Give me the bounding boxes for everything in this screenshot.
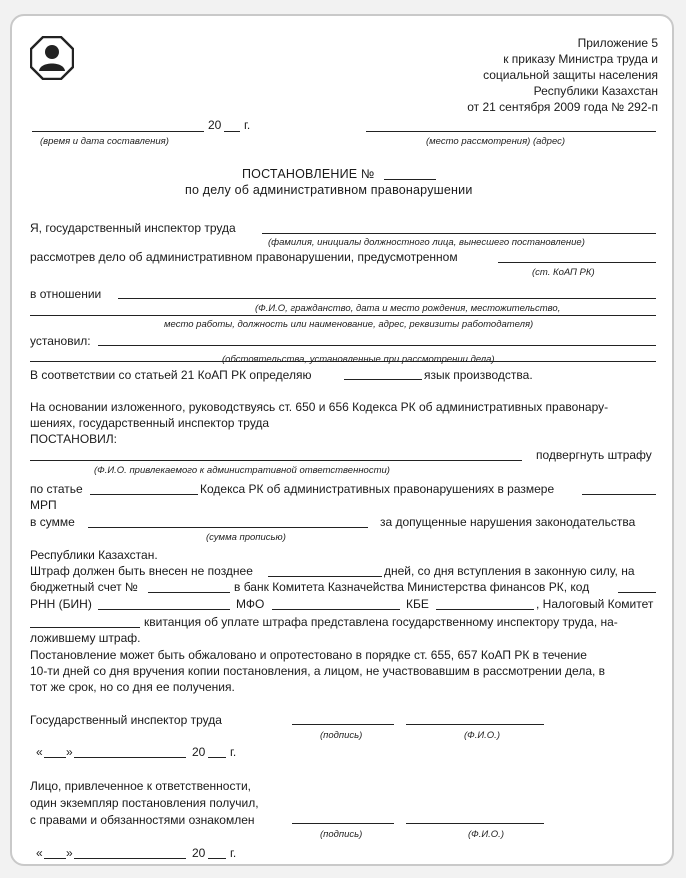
code-line (618, 592, 656, 593)
date-year-suffix: г. (244, 118, 251, 132)
person-ack-line-3: с правами и обязанностями ознакомлен (30, 813, 255, 827)
date1-quote-close: » (66, 745, 73, 759)
by-article-text: Кодекса РК об административных правонарушениях в размере (200, 482, 555, 496)
circumstances-caption: (обстоятельства, установленные при рассмотрении дела) (222, 354, 495, 365)
user-avatar-icon (30, 36, 74, 80)
person-ack-line-1: Лицо, привлеченное к ответственности, (30, 779, 252, 793)
considered-text: рассмотрев дело об административном правонарушении, предусмотренном (30, 250, 458, 264)
regarding-label: в отношении (30, 287, 102, 301)
person-name-caption: (Ф.И.О.) (468, 829, 504, 840)
established-line-1 (98, 345, 656, 346)
inspector-signature-caption: (подпись) (320, 730, 363, 741)
basis-line-2: шениях, государственный инспектор труда (30, 416, 270, 430)
date-year-line (224, 131, 240, 132)
rnn-label: РНН (БИН) (30, 597, 92, 611)
receipt-text-a: квитанция об уплате штрафа представлена государственному инспектору труда, на- (144, 615, 618, 629)
fine-size-line (582, 494, 656, 495)
date2-year-prefix: 20 (192, 846, 206, 860)
offender-line (30, 460, 522, 461)
mfo-line (272, 609, 400, 610)
kbe-label: КБЕ (406, 597, 429, 611)
fine-subject: подвергнуть штрафу (536, 448, 652, 462)
inspector-intro: Я, государственный инспектор труда (30, 221, 236, 235)
inspector-name-line (406, 724, 544, 725)
date2-year-suffix: г. (230, 846, 237, 860)
regarding-line (118, 298, 656, 299)
person-line-2 (30, 315, 656, 316)
payment-line-2b: в банк Комитета Казначейства Министерства финансов РК, код (234, 580, 590, 594)
inspector-signature-line (292, 724, 394, 725)
account-line (148, 592, 230, 593)
inspector-caption: (фамилия, инициалы должностного лица, вынесшего постановление) (268, 237, 585, 248)
article-line (498, 262, 656, 263)
article-caption: (ст. КоАП РК) (532, 267, 595, 278)
amount-caption: (сумма прописью) (206, 532, 286, 543)
mfo-label: МФО (236, 597, 265, 611)
place-caption: (место рассмотрения) (адрес) (426, 136, 566, 147)
date1-quote-open: « (36, 745, 43, 759)
by-article-label: по статье (30, 482, 83, 496)
language-line (344, 379, 422, 380)
header-line-5: от 21 сентября 2009 года № 292-п (467, 100, 658, 114)
date2-month-line (74, 858, 186, 859)
inspector-line (262, 233, 656, 234)
person-caption-2: место работы, должность или наименование, адрес, реквизиты работодателя) (164, 319, 534, 330)
person-signature-line (292, 823, 394, 824)
appeal-line-2: 10-ти дней со дня вручения копии постановления, а лицом, не участвовавшим в рассмотрении дела, в (30, 664, 606, 678)
amount-text: за допущенные нарушения законодательства (380, 515, 636, 529)
date-caption: (время и дата составления) (40, 136, 169, 147)
according-text: В соответствии со статьей 21 КоАП РК определяю (30, 368, 312, 382)
basis-line-1: На основании изложенного, руководствуясь ст. 650 и 656 Кодекса РК об административных правонару- (30, 400, 609, 414)
date1-year-prefix: 20 (192, 745, 206, 759)
date1-day-line (44, 757, 66, 758)
date2-quote-close: » (66, 846, 73, 860)
payment-line-1a: Штраф должен быть внесен не позднее (30, 564, 253, 578)
republic-text: Республики Казахстан. (30, 548, 158, 562)
according-text-b: язык производства. (424, 368, 533, 382)
date2-day-line (44, 858, 66, 859)
person-signature-caption: (подпись) (320, 829, 363, 840)
rnn-line (98, 609, 230, 610)
place-line (366, 131, 656, 132)
date-year-prefix: 20 (208, 118, 222, 132)
title-line-1: ПОСТАНОВЛЕНИЕ № (242, 167, 375, 181)
header-line-3: социальной защиты населения (483, 68, 658, 82)
appeal-line-3: тот же срок, но со дня ее получения. (30, 680, 235, 694)
amount-line (88, 527, 368, 528)
header-line-2: к приказу Министра труда и (503, 52, 658, 66)
date2-year-line (208, 858, 226, 859)
date2-quote-open: « (36, 846, 43, 860)
payment-line-2a: бюджетный счет № (30, 580, 138, 594)
date1-year-suffix: г. (230, 745, 237, 759)
header-line-1: Приложение 5 (577, 36, 658, 50)
receipt-text-b: ложившему штраф. (30, 631, 141, 645)
person-caption-1: (Ф.И.О, гражданство, дата и место рождения, местожительство, (255, 303, 561, 314)
by-article-line (90, 494, 198, 495)
kbe-line (436, 609, 534, 610)
person-ack-line-2: один экземпляр постановления получил, (30, 796, 259, 810)
receipt-line (30, 627, 140, 628)
days-line (268, 576, 382, 577)
date1-year-line (208, 757, 226, 758)
inspector-signature-label: Государственный инспектор труда (30, 713, 222, 727)
tax-label: , Налоговый Комитет (536, 597, 654, 611)
offender-caption: (Ф.И.О. привлекаемого к административной ответственности) (94, 465, 390, 476)
header-line-4: Республики Казахстан (533, 84, 658, 98)
date-line (32, 131, 204, 132)
person-name-line (406, 823, 544, 824)
resolved-label: ПОСТАНОВИЛ: (30, 432, 117, 446)
mrp-label: МРП (30, 498, 57, 512)
established-label: установил: (30, 334, 91, 348)
amount-label: в сумме (30, 515, 75, 529)
payment-line-1b: дней, со дня вступления в законную силу, на (384, 564, 635, 578)
inspector-name-caption: (Ф.И.О.) (464, 730, 500, 741)
date1-month-line (74, 757, 186, 758)
title-number-line (384, 179, 436, 180)
title-line-2: по делу об административном правонарушении (185, 183, 473, 197)
appeal-line-1: Постановление может быть обжаловано и опротестовано в порядке ст. 655, 657 КоАП РК в течение (30, 648, 587, 662)
